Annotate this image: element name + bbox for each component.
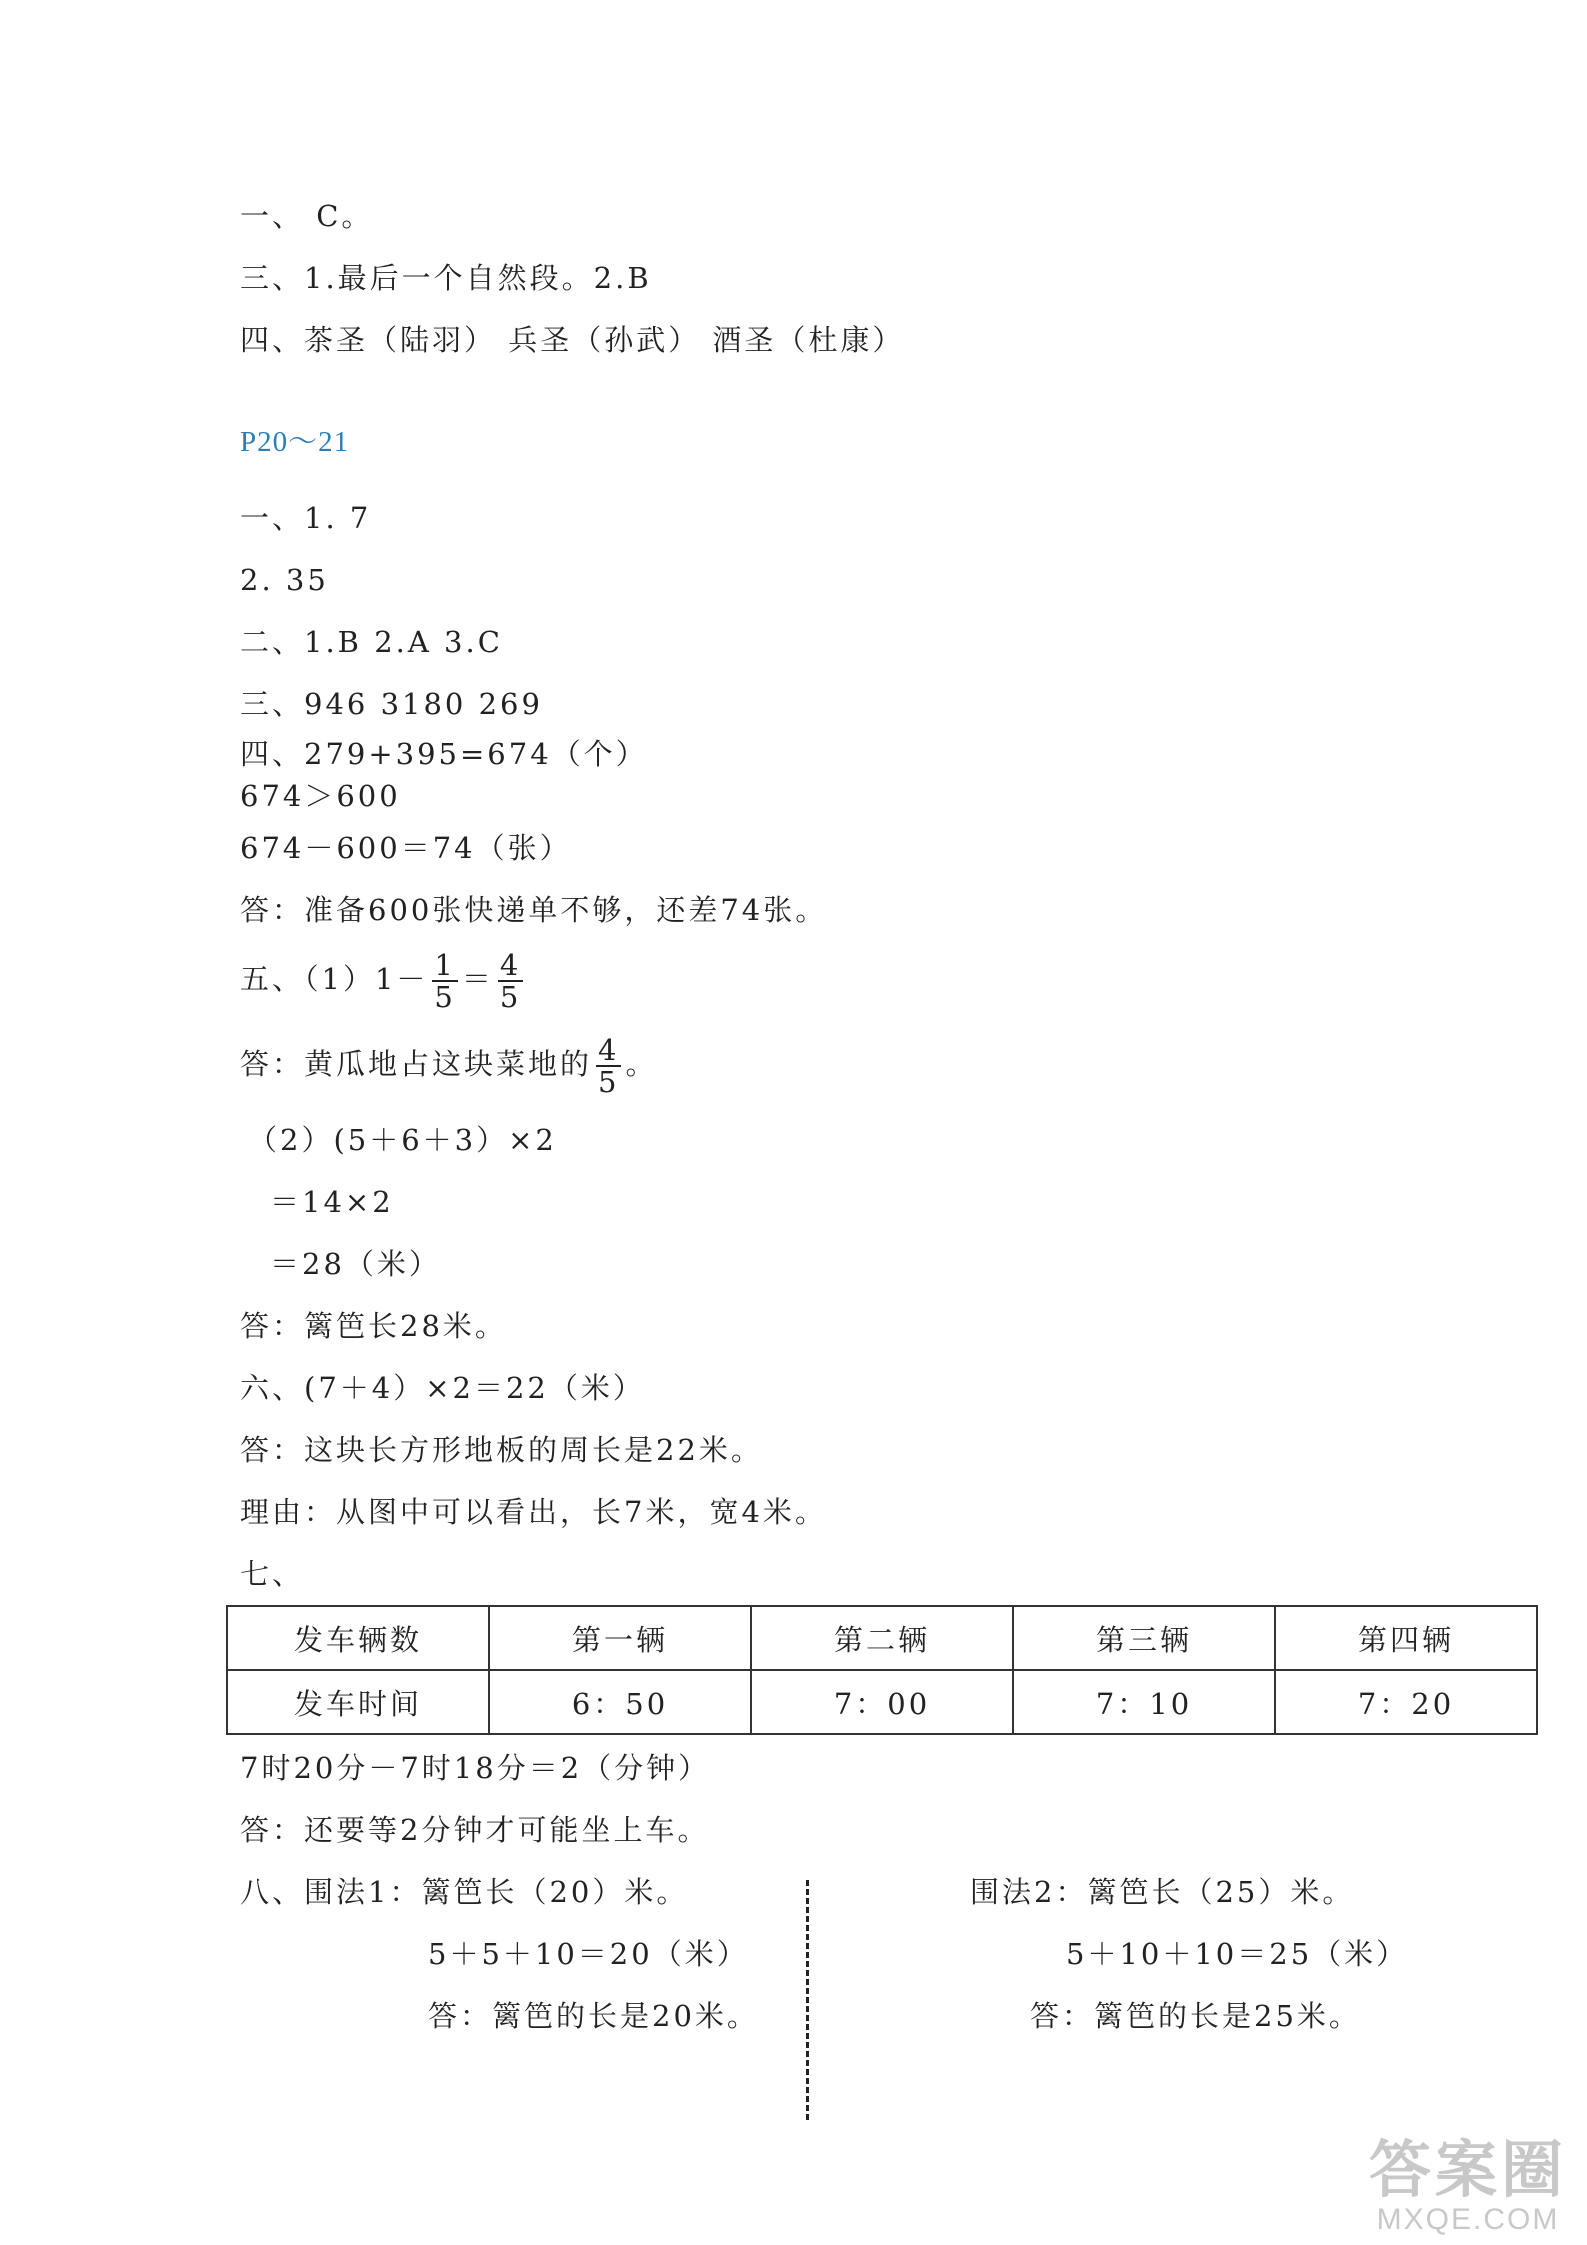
fraction	[498, 950, 523, 1012]
answer-line: 围法2：篱笆长（25）米。	[970, 1875, 1355, 1909]
answer-line: 答：准备600张快递单不够，还差74张。	[240, 893, 828, 927]
table-cell: 发车时间	[227, 1670, 489, 1734]
answer-line: 四、279+395=674（个）	[240, 737, 648, 771]
answer-line: 四、茶圣（陆羽） 兵圣（孙武） 酒圣（杜康）	[240, 323, 905, 357]
answer-line-fraction	[240, 950, 527, 1012]
answer-line: 三、1.最后一个自然段。2.B	[240, 261, 652, 295]
watermark	[1368, 2136, 1567, 2237]
answer-line: 八、围法1：篱笆长（20）米。	[240, 1875, 689, 1909]
answer-line: 674－600＝74（张）	[240, 831, 572, 865]
watermark-logo: 答案圈	[1368, 2136, 1567, 2205]
table-cell: 7：10	[1013, 1670, 1275, 1734]
text: 。	[625, 1047, 658, 1081]
answer-line: 一、1. 7	[240, 501, 372, 535]
table-cell: 第三辆	[1013, 1606, 1275, 1670]
denominator: 5	[434, 980, 456, 1014]
answer-line: 答：还要等2分钟才可能坐上车。	[240, 1813, 710, 1847]
dashed-divider	[806, 1880, 809, 2120]
answer-line: ＝14×2	[270, 1185, 394, 1219]
section-title: P20～21	[240, 426, 350, 458]
denominator: 5	[598, 1065, 620, 1099]
answer-line: ＝28（米）	[270, 1247, 441, 1281]
table-cell: 第二辆	[751, 1606, 1013, 1670]
table-cell: 6：50	[489, 1670, 751, 1734]
table-row	[227, 1670, 1537, 1734]
table-cell: 发车辆数	[227, 1606, 489, 1670]
table-cell: 第四辆	[1275, 1606, 1537, 1670]
answer-line: 一、 C。	[240, 199, 374, 233]
answer-line: 2. 35	[240, 563, 329, 597]
numerator: 4	[499, 948, 522, 982]
answer-line: 5＋5＋10＝20（米）	[428, 1937, 749, 1971]
table-row	[227, 1606, 1537, 1670]
answer-line: 理由：从图中可以看出，长7米，宽4米。	[240, 1495, 827, 1529]
answer-line: 5＋10＋10＝25（米）	[1066, 1937, 1409, 1971]
schedule-table	[226, 1605, 1538, 1735]
answer-line-fraction	[240, 1035, 657, 1097]
text: 五、（1）1－	[240, 962, 429, 996]
answer-line: 六、(7＋4）×2＝22（米）	[240, 1371, 645, 1405]
text: 答：黄瓜地占这块菜地的	[240, 1047, 593, 1081]
answer-line: （2）(5＋6＋3）×2	[248, 1123, 557, 1157]
table-cell: 7：20	[1275, 1670, 1537, 1734]
answer-line: 7时20分－7时18分＝2（分钟）	[240, 1751, 711, 1785]
answer-line: 三、946 3180 269	[240, 687, 543, 721]
answer-line: 答：这块长方形地板的周长是22米。	[240, 1433, 763, 1467]
numerator: 1	[434, 948, 456, 982]
answer-line: 二、1.B 2.A 3.C	[240, 625, 503, 659]
text: ＝	[461, 962, 494, 996]
denominator: 5	[499, 980, 522, 1014]
answer-line: 答：篱笆的长是25米。	[1030, 1999, 1361, 2033]
fraction	[596, 1035, 621, 1097]
numerator: 4	[598, 1033, 620, 1067]
table-cell: 第一辆	[489, 1606, 751, 1670]
table-cell: 7：00	[751, 1670, 1013, 1734]
answer-line: 答：篱笆长28米。	[240, 1309, 507, 1343]
watermark-url: MXQE.COM	[1376, 2203, 1560, 2236]
answer-line: 674＞600	[240, 779, 401, 813]
answer-line: 答：篱笆的长是20米。	[428, 1999, 759, 2033]
answer-line: 七、	[240, 1557, 305, 1591]
fraction	[432, 950, 457, 1012]
